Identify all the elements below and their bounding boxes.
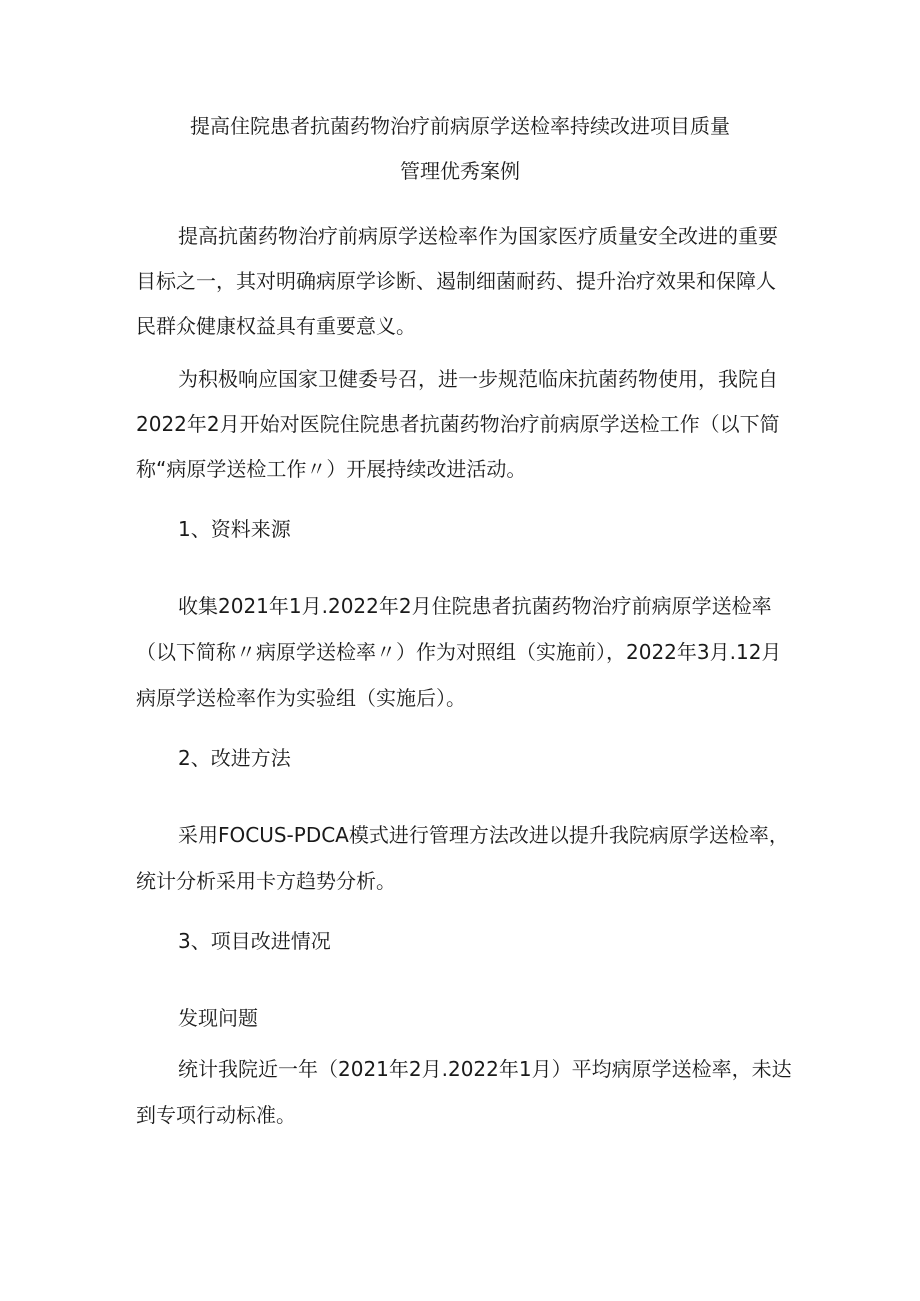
subheading-find-problem: 发现问题: [178, 1006, 258, 1030]
paragraph-5-line-2: 到专项行动标准。: [136, 1103, 296, 1127]
paragraph-3-line-2: （以下简称〃病原学送检率〃）作为对照组（实施前），2022年3月.12月: [136, 640, 782, 664]
document-title-line-2: 管理优秀案例: [400, 159, 520, 183]
paragraph-5-line-1: 统计我院近一年（2021年2月.2022年1月）平均病原学送检率，未达: [178, 1057, 792, 1081]
section-heading-1: 1、资料来源: [178, 517, 291, 541]
paragraph-3-line-3: 病原学送检率作为实验组（实施后）。: [136, 686, 466, 710]
paragraph-1-line-3: 民群众健康权益具有重要意义。: [136, 314, 416, 338]
paragraph-4-line-2: 统计分析采用卡方趋势分析。: [136, 869, 396, 893]
document-title-line-1: 提高住院患者抗菌药物治疗前病原学送检率持续改进项目质量: [190, 114, 730, 138]
paragraph-4-line-1: 采用FOCUS-PDCA模式进行管理方法改进以提升我院病原学送检率，: [178, 823, 789, 847]
paragraph-2-line-2: 2022年2月开始对医院住院患者抗菌药物治疗前病原学送检工作（以下简: [136, 412, 780, 436]
section-heading-3: 3、项目改进情况: [178, 929, 331, 953]
paragraph-1-line-2: 目标之一，其对明确病原学诊断、遏制细菌耐药、提升治疗效果和保障人: [136, 269, 776, 293]
paragraph-1-line-1: 提高抗菌药物治疗前病原学送检率作为国家医疗质量安全改进的重要: [178, 224, 778, 248]
section-heading-2: 2、改进方法: [178, 746, 291, 770]
paragraph-2-line-1: 为积极响应国家卫健委号召，进一步规范临床抗菌药物使用，我院自: [178, 367, 778, 391]
paragraph-2-line-3: 称“病原学送检工作〃）开展持续改进活动。: [136, 457, 527, 481]
paragraph-3-line-1: 收集2021年1月.2022年2月住院患者抗菌药物治疗前病原学送检率: [178, 594, 772, 618]
